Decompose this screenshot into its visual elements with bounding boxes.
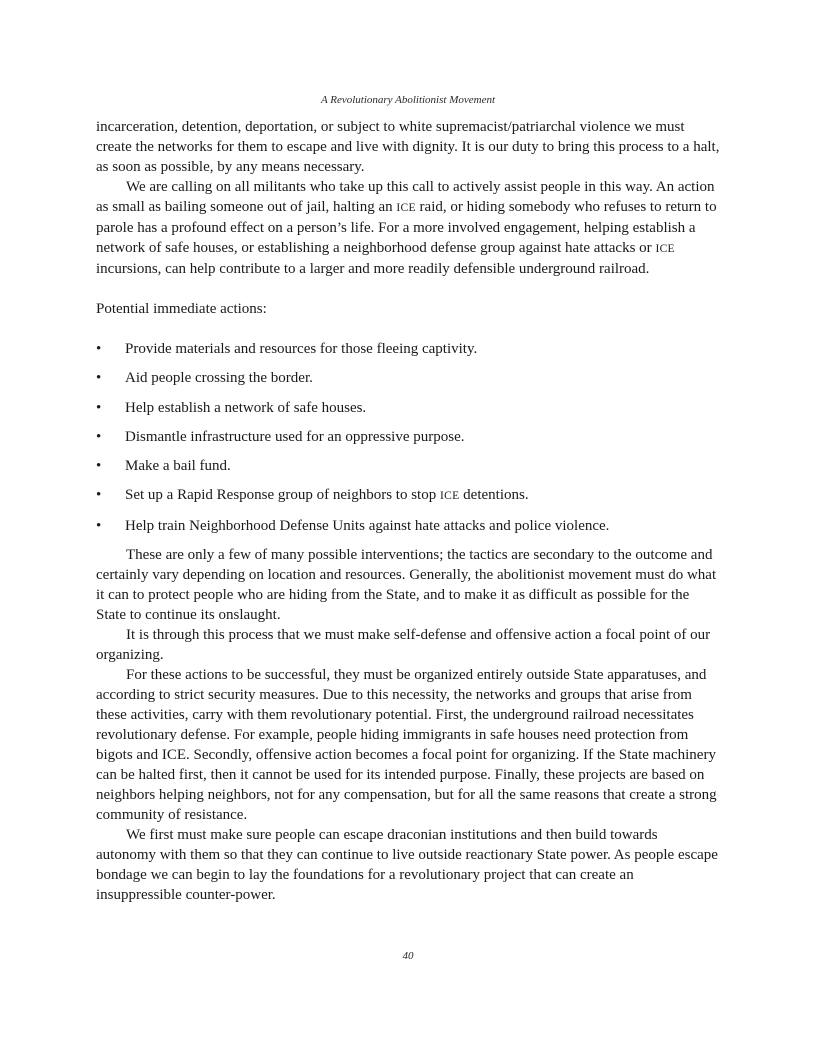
paragraph-text: We are calling on all militants who take up this call to actively assist people in this way. An action as small as bailing someone out of jail, halting an xyxy=(96,179,715,215)
list-item xyxy=(96,456,720,476)
list-item-text: Provide materials and resources for those fleeing captivity. xyxy=(125,341,478,357)
list-item-text: Make a bail fund. xyxy=(125,458,231,475)
paragraph-continuation: incarceration, detention, deportation, or subject to white supremacist/patriarchal violence we must create the networks for them to escape and live with dignity. It is our duty to bring this process to a halt, as soon as possible, by any means necessary. xyxy=(96,119,720,175)
ice-acronym: ICE xyxy=(655,243,675,255)
paragraph-organization: For these actions to be successful, they must be organized entirely outside State apparatuses, and according to strict security measures. Due to this necessity, the networks and groups that arise from these activities, carry with them revolutionary potential. First, the underground railroad necessitates revolutionary defense. For example, people hiding immigrants in safe houses need protection from bigots and ICE. Secondly, offensive action becomes a focal point for organizing. If the State machinery can be halted first, then it cannot be used for its intended purpose. Finally, these projects are based on neighbors helping neighbors, not for any compensation, but for all the same reasons that create a strong community of resistance. xyxy=(96,667,717,824)
bullet-icon: • xyxy=(96,517,102,534)
bullet-icon: • xyxy=(96,487,102,504)
paragraph-interventions: These are only a few of many possible interventions; the tactics are secondary to the outcome and certainly vary depending on location and resources. Generally, the abolitionist movement must do what it can to protect people who are hiding from the State, and to make it as difficult as possible for the State to continue its onslaught. xyxy=(96,547,717,624)
list-heading: Potential immediate actions: xyxy=(96,301,267,317)
paragraph-autonomy: We first must make sure people can escape draconian institutions and then build towards autonomy with them so that they can continue to live outside reactionary State power. As people escape bondage we can begin to lay the foundations for a revolutionary project that can create an insuppressible counter-power. xyxy=(96,827,718,904)
paragraph-text: incursions, can help contribute to a larger and more readily defensible underground railroad. xyxy=(96,261,650,277)
list-item xyxy=(96,368,720,388)
list-item-text: Aid people crossing the border. xyxy=(125,370,313,387)
bullet-icon: • xyxy=(96,458,102,475)
list-item xyxy=(96,516,720,536)
list-item-text: detentions. xyxy=(459,487,529,504)
paragraph-spacer xyxy=(96,279,720,299)
list-item xyxy=(96,339,720,359)
ice-acronym: ICE xyxy=(439,490,460,503)
paragraph-self-defense: It is through this process that we must make self-defense and offensive action a focal point of our organizing. xyxy=(96,627,711,664)
running-header: A Revolutionary Abolitionist Movement xyxy=(320,94,496,106)
paragraph-call-to-militants xyxy=(96,177,720,279)
list-item xyxy=(96,398,720,418)
list-item-text: Dismantle infrastructure used for an oppressive purpose. xyxy=(125,428,465,445)
bullet-icon: • xyxy=(96,370,102,387)
paragraph-spacer xyxy=(96,319,720,339)
list-item-text: Set up a Rapid Response group of neighbors to stop xyxy=(125,487,440,504)
actions-list xyxy=(96,339,720,536)
list-item-text: Help train Neighborhood Defense Units against hate attacks and police violence. xyxy=(125,517,610,534)
list-item xyxy=(96,427,720,447)
paragraph-text: raid, or hiding somebody who refuses to return to parole has a profound effect on a person’s life. For a more involved engagement, helping establish a network of safe houses, or establishing a neighborhood defense group against hate attacks or xyxy=(96,199,717,256)
body-text xyxy=(96,117,720,905)
list-item xyxy=(96,485,720,506)
bullet-icon: • xyxy=(96,341,102,357)
ice-acronym: ICE xyxy=(396,202,416,214)
page-number: 40 xyxy=(402,950,414,962)
list-item-text: Help establish a network of safe houses. xyxy=(125,399,367,416)
bullet-icon: • xyxy=(96,428,102,445)
bullet-icon: • xyxy=(96,399,102,416)
document-page xyxy=(96,0,720,1056)
